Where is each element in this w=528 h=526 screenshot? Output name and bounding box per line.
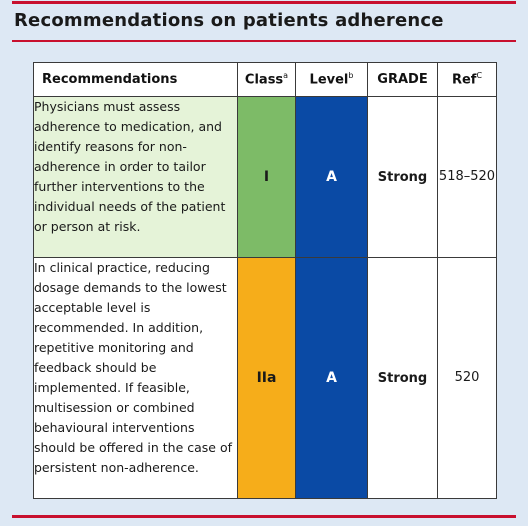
class-cell: IIa	[238, 258, 296, 499]
level-cell: A	[296, 97, 368, 258]
header-ref: Ref$^C$	[438, 63, 497, 97]
header-class: Class$^a$	[238, 63, 296, 97]
grade-cell: Strong	[368, 97, 438, 258]
ref-cell: 520	[438, 258, 497, 499]
grade-cell: Strong	[368, 258, 438, 499]
table-header-row	[34, 63, 497, 97]
level-cell: A	[296, 258, 368, 499]
top-rule	[12, 1, 516, 4]
header-level: Level$^b$	[296, 63, 368, 97]
ref-cell: 518–520	[438, 97, 497, 258]
title-rule	[12, 40, 516, 42]
recommendation-text: In clinical practice, reducing dosage demands to the lowest acceptable level is recommended. In addition, repetitive monitoring and feedback should be implemented. If feasible, multisession or combined behavioural interventions should be offered in the case of persistent non-adherence.	[34, 258, 238, 499]
recommendations-table	[33, 62, 497, 499]
header-recommendations: Recommendations	[34, 63, 238, 97]
class-cell: I	[238, 97, 296, 258]
header-grade: GRADE	[368, 63, 438, 97]
bottom-rule	[12, 515, 516, 518]
page-title: Recommendations on patients adherence	[14, 10, 444, 31]
recommendation-text: Physicians must assess adherence to medication, and identify reasons for non-adherence in order to tailor further interventions to the individual needs of the patient or person at risk.	[34, 97, 238, 258]
table-row	[34, 97, 497, 258]
table-row	[34, 258, 497, 499]
